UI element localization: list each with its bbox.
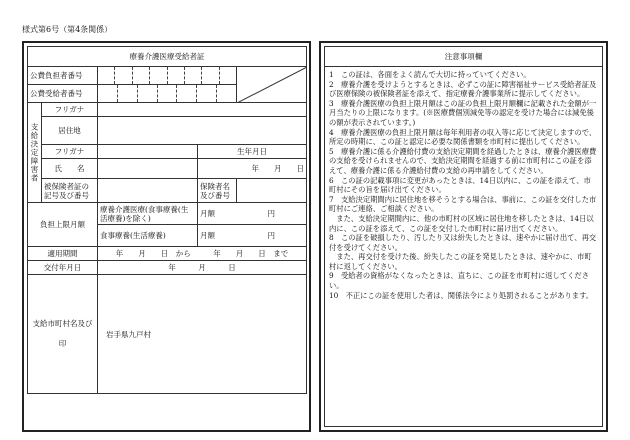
notes-list [325, 67, 602, 303]
note-item: 9 受給者の資格がなくなったときは、直ちに、この証を市町村に返してください。 [329, 271, 590, 291]
note-item: 2 療養介護を受けようとするときは、必ずこの証に障害福祉サービス受給者証及び医療保険の被保険者証を添えて、指定療養介護事業所に提示してください。 [329, 79, 597, 99]
municipality-label: 支給市町村名及び印 [28, 275, 98, 394]
medical-label: 療養介護医療(食事療養(生活療養)を除く) [98, 203, 198, 225]
note-item: 7 支給決定期間内に居住地を移そうとする場合は、事前に、この証を交付した市町村にご連絡、ご相談ください。 [329, 194, 597, 214]
notes-title: 注意事項欄 [325, 47, 602, 67]
issue-date-label: 交付年月日 [28, 261, 98, 275]
note-item: また、支給決定期間内に、他の市町村の区域に居住地を移したときは、14日以内に、この証を添えて、この証を交付した市町村に届け出てください。 [329, 213, 594, 233]
recipient-card-table [27, 46, 307, 394]
address-field[interactable] [98, 117, 307, 145]
public-recipient-number-field[interactable] [98, 85, 237, 103]
public-payer-number-field[interactable] [98, 67, 237, 85]
diagonal-cell [237, 67, 307, 103]
period-value: 年 月 日 から 年 月 日 まで [98, 247, 307, 261]
issue-date-value: 年 月 日 [98, 261, 307, 275]
name-field[interactable] [98, 159, 198, 179]
diagonal-line-icon [237, 67, 307, 103]
note-item: 6 この証の記載事項に変更があったときは、14日以内に、この証を添えて、市町村にその旨を届け出てください。 [329, 175, 591, 195]
section-label: 支給決定障害者 [28, 103, 42, 203]
note-item: 4 療養介護医療の負担上限月額は毎年利用者の収入等に応じて決定しますので、所定の時期に、この証と認定に必要な関係書類を市町村に提出してください。 [329, 127, 597, 147]
birth-date-label: 生年月日 [198, 145, 307, 159]
public-recipient-number-label: 公費受給者番号 [28, 85, 98, 103]
note-item: 8 この証を破損したり、汚したり又は紛失したときは、速やかに届け出て、再交付を受けてください。 [329, 233, 597, 252]
municipality-value: 岩手県九戸村 [98, 275, 307, 394]
furigana-label-2: フリガナ [42, 145, 98, 159]
note-item: 10 不正にこの証を使用した者は、関係法令により処罰されることがあります。 [329, 290, 594, 300]
meal-label: 食事療養(生活療養) [98, 225, 198, 247]
meal-amount: 月額 円 [198, 225, 307, 247]
limit-label: 負担上限月額 [28, 203, 98, 247]
medical-amount: 月額 円 [198, 203, 307, 225]
note-item: 1 この証は、各面をよく読んで大切に持っていてください。 [329, 70, 531, 79]
public-payer-number-label: 公費負担者番号 [28, 67, 98, 85]
furigana-label-1: フリガナ [42, 103, 98, 117]
note-item: 3 療養介護医療の負担上限月額はこの証の負担上限月額欄に記載された金額が一月当たりの上限になります。(※医療費個別減免等の認定を受けた場合には減免後の額が表示されています。) [329, 98, 597, 127]
form-number: 様式第6号（第4条関係） [22, 25, 113, 34]
notes-box [324, 46, 603, 427]
insured-cert-label: 被保険者証の記号及び番号 [42, 179, 98, 203]
insured-cert-field[interactable] [98, 179, 198, 203]
furigana-field-2[interactable] [98, 145, 198, 159]
card-title: 療養介護医療受給者証 [28, 47, 307, 67]
insurer-field[interactable] [237, 179, 307, 203]
address-label: 居住地 [42, 117, 98, 145]
furigana-field-1[interactable] [98, 103, 307, 117]
insurer-label: 保険者名及び番号 [198, 179, 237, 203]
period-label: 適用期間 [28, 247, 98, 261]
name-label: 氏 名 [42, 159, 98, 179]
birth-date-value: 年 月 日 [198, 159, 307, 179]
note-item: 5 療養介護に係る介護給付費の支給決定期間を経過したときは、療養介護医療費の支給を受けられませんので、支給決定期間を経過する前に市町村にこの証を添えて、療養介護に係る介護給付費の支給の再申請をしてください。 [329, 146, 597, 175]
note-item: また、再交付を受けた後、紛失したこの証を発見したときは、速やかに、市町村に返してください。 [329, 252, 592, 271]
